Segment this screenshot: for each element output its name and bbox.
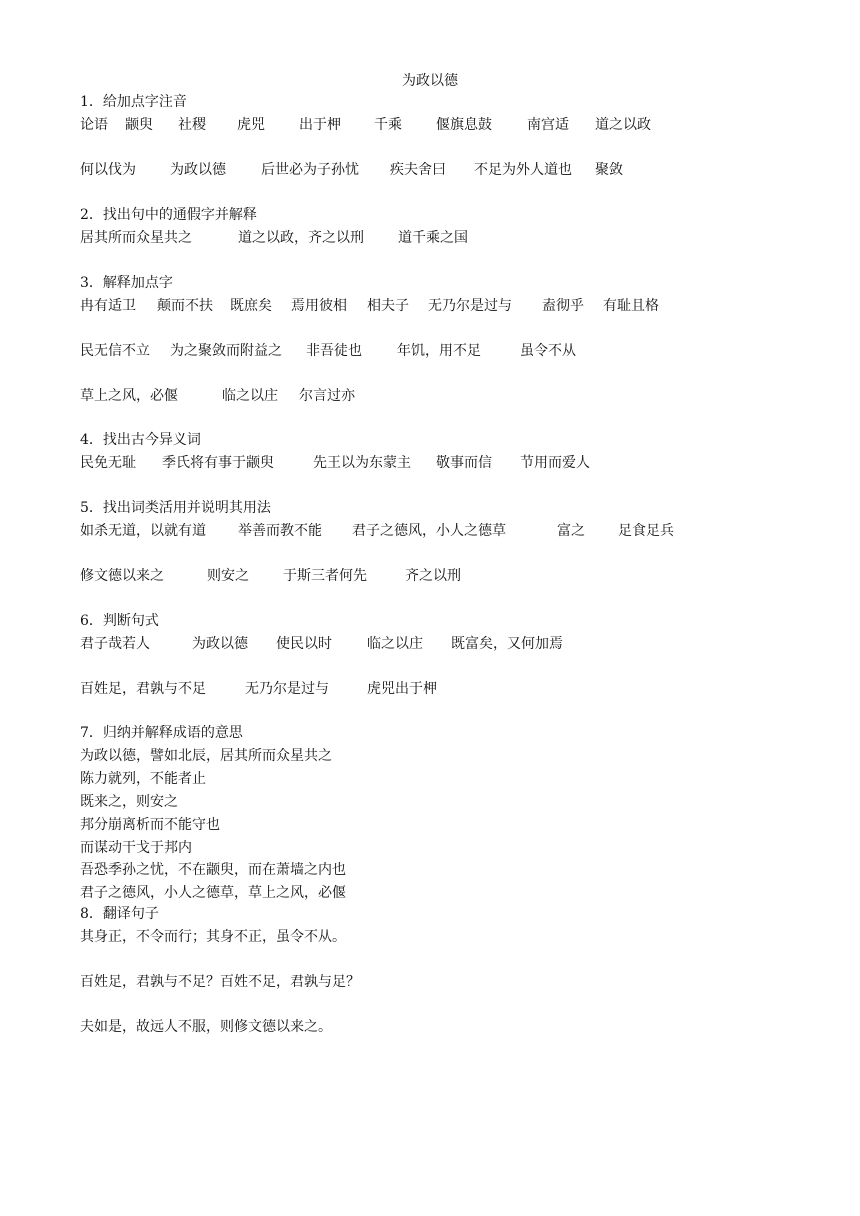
text-segment: 齐之以刑 bbox=[405, 568, 461, 584]
text-segment: 富之 bbox=[557, 523, 585, 539]
text-segment: 出于柙 bbox=[299, 117, 341, 133]
text-segment: 聚敛 bbox=[595, 162, 623, 178]
text-segment: 吾恐季孙之忧，不在颛臾，而在萧墙之内也 bbox=[80, 862, 346, 878]
text-segment: 夫如是，故远人不服，则修文德以来之。 bbox=[80, 1019, 332, 1035]
text-segment: 修文德以来之 bbox=[80, 568, 164, 584]
text-segment: 节用而爱人 bbox=[520, 455, 590, 471]
text-segment: 颠而不扶 bbox=[157, 298, 213, 314]
text-segment: 为政以德，譬如北辰，居其所而众星共之 bbox=[80, 748, 332, 764]
text-segment: 无乃尔是过与 bbox=[428, 298, 512, 314]
text-segment: 7．归纳并解释成语的意思 bbox=[80, 725, 243, 741]
text-segment: 敬事而信 bbox=[436, 455, 492, 471]
text-segment: 民免无耻 bbox=[80, 455, 136, 471]
text-segment: 邦分崩离析而不能守也 bbox=[80, 817, 220, 833]
text-segment: 于斯三者何先 bbox=[283, 568, 367, 584]
text-segment: 1．给加点字注音 bbox=[80, 94, 187, 110]
text-segment: 年饥，用不足 bbox=[397, 343, 481, 359]
text-segment: 先王以为东蒙主 bbox=[313, 455, 411, 471]
text-segment: 尔言过亦 bbox=[299, 388, 355, 404]
text-segment: 居其所而众星共之 bbox=[80, 230, 192, 246]
text-segment: 相夫子 bbox=[367, 298, 409, 314]
text-segment: 君子之德风，小人之德草 bbox=[352, 523, 506, 539]
text-segment: 道千乘之国 bbox=[398, 230, 468, 246]
text-segment: 冉有适卫 bbox=[80, 298, 136, 314]
text-segment: 为政以德 bbox=[192, 636, 248, 652]
document-title: 为政以德 bbox=[402, 73, 458, 89]
text-segment: 无乃尔是过与 bbox=[245, 681, 329, 697]
text-segment: 而谋动干戈于邦内 bbox=[80, 840, 192, 856]
text-segment: 6．判断句式 bbox=[80, 613, 159, 629]
text-segment: 后世必为子孙忧 bbox=[261, 162, 359, 178]
text-segment: 百姓足，君孰与不足？百姓不足，君孰与足？ bbox=[80, 974, 360, 990]
text-segment: 为政以德 bbox=[170, 162, 226, 178]
text-segment: 百姓足，君孰与不足 bbox=[80, 681, 206, 697]
text-segment: 2．找出句中的通假字并解释 bbox=[80, 207, 257, 223]
text-segment: 如杀无道，以就有道 bbox=[80, 523, 206, 539]
text-segment: 虎兕 bbox=[237, 117, 265, 133]
text-segment: 疾夫舍曰 bbox=[390, 162, 446, 178]
text-segment: 季氏将有事于颛臾 bbox=[162, 455, 274, 471]
text-segment: 4．找出古今异义词 bbox=[80, 432, 201, 448]
text-segment: 社稷 bbox=[178, 117, 206, 133]
text-segment: 盍彻乎 bbox=[542, 298, 584, 314]
text-segment: 举善而教不能 bbox=[238, 523, 322, 539]
text-segment: 陈力就列，不能者止 bbox=[80, 771, 206, 787]
text-segment: 焉用彼相 bbox=[291, 298, 347, 314]
text-segment: 君子之德风，小人之德草，草上之风，必偃 bbox=[80, 885, 346, 901]
text-segment: 道之以政，齐之以刑 bbox=[238, 230, 364, 246]
text-segment: 其身正，不令而行；其身不正，虽令不从。 bbox=[80, 929, 346, 945]
text-segment: 既来之，则安之 bbox=[80, 794, 178, 810]
text-segment: 虽令不从 bbox=[520, 343, 576, 359]
text-segment: 论语 bbox=[80, 117, 108, 133]
text-segment: 有耻且格 bbox=[603, 298, 659, 314]
text-segment: 则安之 bbox=[207, 568, 249, 584]
text-segment: 虎兕出于柙 bbox=[367, 681, 437, 697]
text-segment: 非吾徒也 bbox=[306, 343, 362, 359]
text-segment: 临之以庄 bbox=[222, 388, 278, 404]
text-segment: 草上之风，必偃 bbox=[80, 388, 178, 404]
text-segment: 足食足兵 bbox=[618, 523, 674, 539]
text-segment: 5．找出词类活用并说明其用法 bbox=[80, 500, 271, 516]
text-segment: 为之聚敛而附益之 bbox=[170, 343, 282, 359]
text-segment: 既庶矣 bbox=[230, 298, 272, 314]
text-segment: 道之以政 bbox=[595, 117, 651, 133]
text-segment: 君子哉若人 bbox=[80, 636, 150, 652]
text-segment: 颛臾 bbox=[125, 117, 153, 133]
text-segment: 民无信不立 bbox=[80, 343, 150, 359]
text-segment: 使民以时 bbox=[276, 636, 332, 652]
text-segment: 不足为外人道也 bbox=[474, 162, 572, 178]
text-segment: 临之以庄 bbox=[367, 636, 423, 652]
text-segment: 南宫适 bbox=[527, 117, 569, 133]
text-segment: 3．解释加点字 bbox=[80, 275, 173, 291]
text-segment: 千乘 bbox=[374, 117, 402, 133]
text-segment: 既富矣，又何加焉 bbox=[451, 636, 563, 652]
text-segment: 偃旗息鼓 bbox=[436, 117, 492, 133]
text-segment: 何以伐为 bbox=[80, 162, 136, 178]
text-segment: 8．翻译句子 bbox=[80, 906, 159, 922]
